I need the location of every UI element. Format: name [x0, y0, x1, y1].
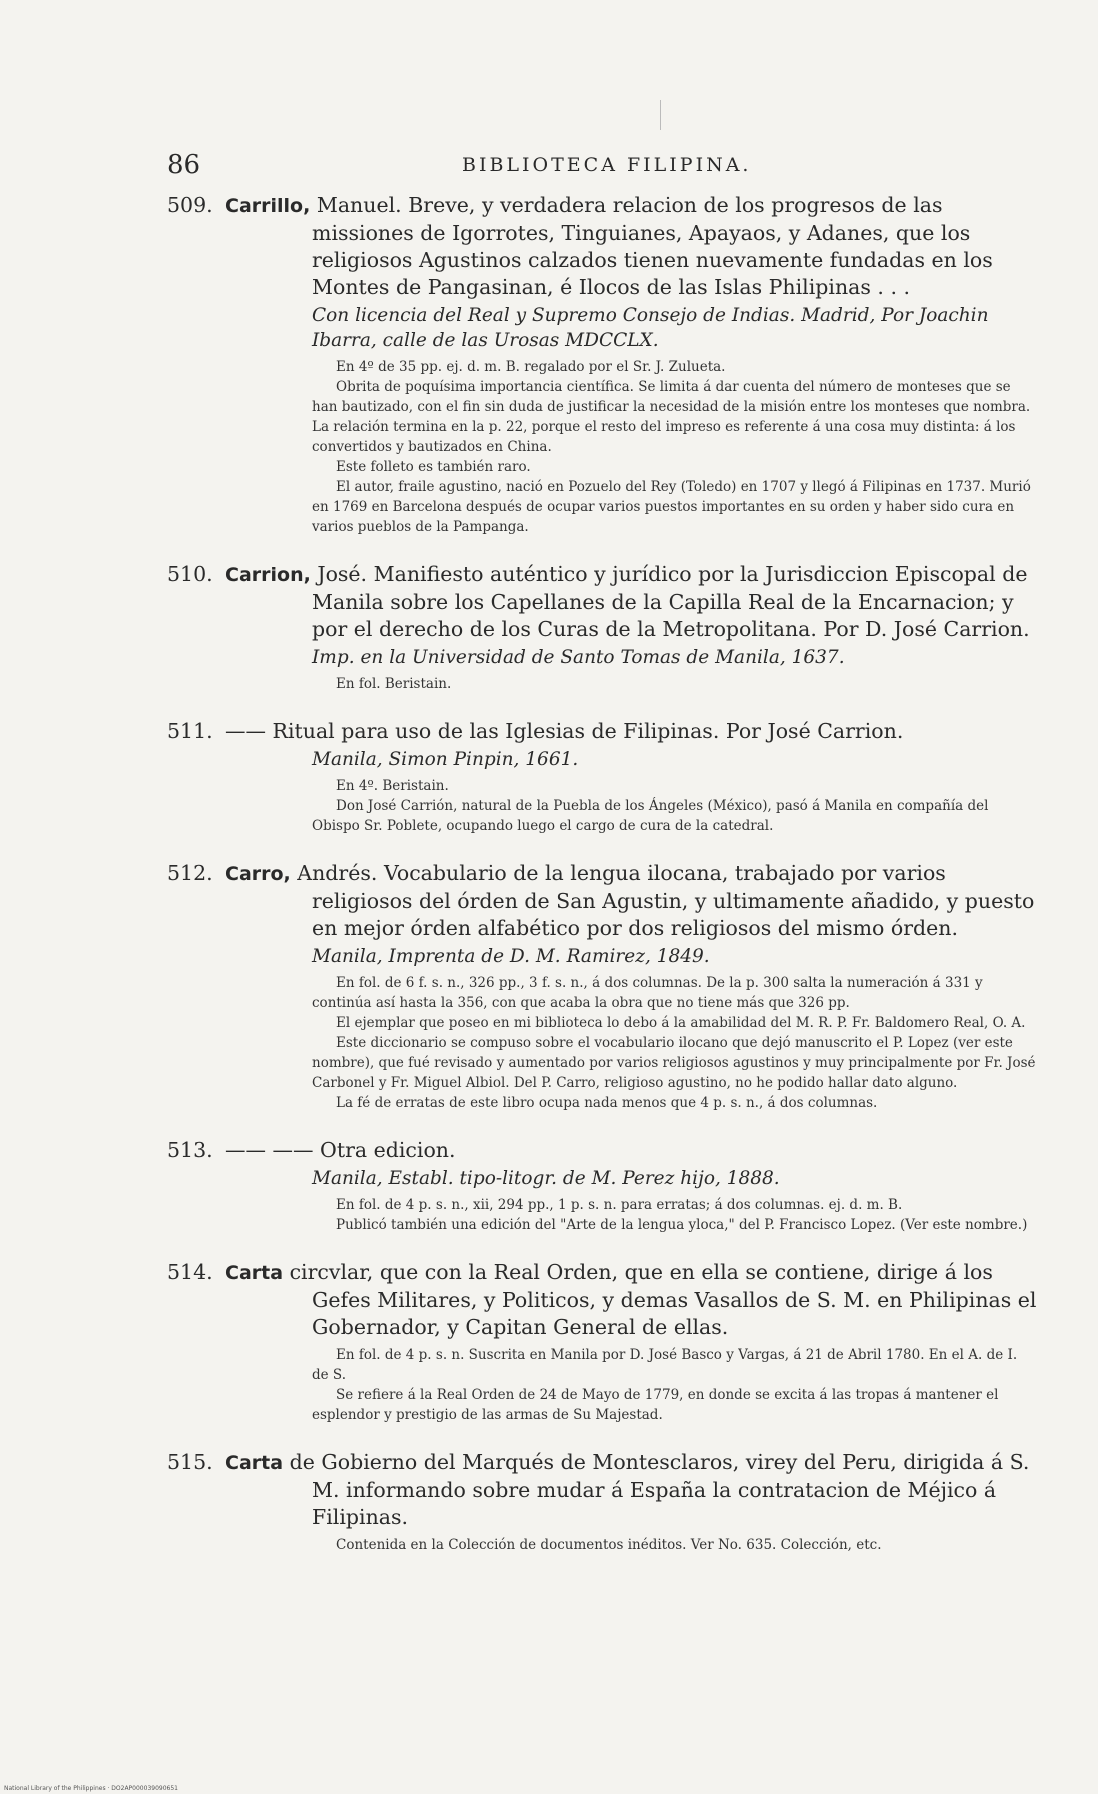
entry-note: En 4º. Beristain.: [336, 778, 449, 794]
entry-notes: [167, 357, 1037, 537]
entry-note: En fol. de 4 p. s. n., xii, 294 pp., 1 p. s. n. para erratas; á dos columnas. ej. d. m. B.: [336, 1197, 903, 1213]
page-number: 86: [167, 150, 201, 180]
entry-author: Carro,: [225, 863, 291, 885]
entry-number: 514.: [167, 1260, 213, 1284]
entry-title: Breve, y verdadera relacion de los progresos de las missiones de Igorrotes, Tinguianes, Apayaos, y Adanes, que los religiosos Agustinos calzados tienen nuevamente fundadas en los Montes de Pangasinan, é Ilocos de las Islas Philipinas . . .: [312, 193, 993, 299]
entry-number: 509.: [167, 193, 213, 217]
entry-note: Publicó también una edición del "Arte de la lengua yloca," del P. Francisco Lopez. (Ver este nombre.): [336, 1217, 1028, 1233]
entry-notes: [167, 1535, 1037, 1555]
entry-author-rest: Andrés.: [290, 861, 378, 885]
running-title: BIBLIOTECA FILIPINA.: [462, 154, 752, 176]
entry-notes: [167, 674, 1037, 694]
entry-note: En fol. Beristain.: [336, 676, 452, 692]
entry-510: [167, 561, 1037, 694]
entry-title: Vocabulario de la lengua ilocana, trabajado por varios religiosos del órden de San Agustin, y ultimamente añadido, y puesto en mejor órden alfabético por dos religiosos del mismo órden.: [312, 861, 1035, 940]
page-header: [167, 150, 967, 190]
entry-heading: [167, 561, 1037, 643]
entry-note: En fol. de 6 f. s. n., 326 pp., 3 f. s. n., á dos columnas. De la p. 300 salta la numeración á 331 y continúa así hasta la 356, con que acaba la obra que no tiene más que 326 pp.: [312, 975, 983, 1011]
entry-note: Este folleto es también raro.: [336, 459, 531, 475]
entry-number: 513.: [167, 1138, 213, 1162]
entry-number: 515.: [167, 1450, 213, 1474]
entry-513: [167, 1137, 1037, 1235]
entry-note: El autor, fraile agustino, nació en Pozuelo del Rey (Toledo) en 1707 y llegó á Filipinas en 1737. Murió en 1769 en Barcelona después de ocupar varios puestos importantes en su orden y haber sido cura en varios pueblos de la Pampanga.: [312, 479, 1031, 535]
entry-author: Carrillo,: [225, 195, 311, 217]
entry-509: [167, 192, 1037, 537]
entry-number: 512.: [167, 861, 213, 885]
entry-514: [167, 1259, 1037, 1425]
entry-note: Este diccionario se compuso sobre el vocabulario ilocano que dejó manuscrito el P. Lopez (ver este nombre), que fué revisado y aumentado por varios religiosos agustinos y muy principalmente por Fr. José Carbonel y Fr. Miguel Albiol. Del P. Carro, religioso agustino, no he podido hallar dato alguno.: [312, 1035, 1036, 1091]
entry-number: 511.: [167, 719, 213, 743]
entry-title: Por José Carrion.: [725, 719, 904, 743]
entry-title: de Gobierno del Marqués de Montesclaros, virey del Peru, dirigida á S. M. informando sobre mudar á España la contratacion de Méjico á Filipinas.: [289, 1450, 1030, 1529]
entry-imprint: Imp. en la Universidad de Santo Tomas de Manila, 1637.: [312, 647, 845, 668]
entry-author-rest: —— Ritual para uso de las Iglesias de Filipinas.: [225, 719, 720, 743]
entry-notes: [167, 973, 1037, 1113]
entry-note: El ejemplar que poseo en mi biblioteca lo debo á la amabilidad del M. R. P. Fr. Baldomero Real, O. A.: [336, 1015, 1026, 1031]
entry-heading: [167, 1449, 1037, 1531]
entry-515: [167, 1449, 1037, 1555]
entry-author-rest: José.: [310, 562, 368, 586]
entry-title: circvlar, que con la Real Orden, que en ella se contiene, dirige á los Gefes Militares, y Politicos, y demas Vasallos de S. M. en Philipinas el Gobernador, y Capitan General de ellas.: [289, 1260, 1037, 1339]
entry-author: Carta: [225, 1262, 284, 1284]
entry-note: Don José Carrión, natural de la Puebla de los Ángeles (México), pasó á Manila en compañía del Obispo Sr. Poblete, ocupando luego el cargo de cura de la catedral.: [312, 798, 989, 834]
entry-notes: [167, 1345, 1037, 1425]
entry-imprint: Manila, Simon Pinpin, 1661.: [312, 749, 579, 770]
entry-author: Carta: [225, 1452, 284, 1474]
entry-511: [167, 718, 1037, 836]
entry-heading: [167, 718, 1037, 745]
entry-notes: [167, 776, 1037, 836]
entry-note: La fé de erratas de este libro ocupa nada menos que 4 p. s. n., á dos columnas.: [336, 1095, 878, 1111]
entry-heading: [167, 1259, 1037, 1341]
entry-author: Carrion,: [225, 564, 311, 586]
entry-heading: [167, 1137, 1037, 1164]
entry-note: En 4º de 35 pp. ej. d. m. B. regalado por el Sr. J. Zulueta.: [336, 359, 726, 375]
entry-note: Obrita de poquísima importancia científica. Se limita á dar cuenta del número de monteses que se han bautizado, con el fin sin duda de justificar la necesidad de la misión entre los monteses que nombra. La relación termina en la p. 22, porque el resto del impreso es referente á una cosa muy distinta: á los convertidos y bautizados en China.: [312, 379, 1031, 455]
entry-512: [167, 860, 1037, 1113]
entry-note: Se refiere á la Real Orden de 24 de Mayo de 1779, en donde se excita á las tropas á mantener el esplendor y prestigio de las armas de Su Majestad.: [312, 1387, 999, 1423]
entry-author-rest: Manuel.: [310, 193, 402, 217]
entry-imprint: Con licencia del Real y Supremo Consejo de Indias. Madrid, Por Joachin Ibarra, calle de las Urosas MDCCLX.: [312, 305, 989, 351]
entry-notes: [167, 1195, 1037, 1235]
scan-footer: National Library of the Philippines · DO2AP000039090651: [4, 1785, 178, 1792]
entry-number: 510.: [167, 562, 213, 586]
scan-mark: [660, 100, 661, 130]
entry-imprint: Manila, Establ. tipo-litogr. de M. Perez hijo, 1888.: [312, 1168, 780, 1189]
bibliography-entries: [167, 192, 1037, 1579]
entry-imprint: Manila, Imprenta de D. M. Ramirez, 1849.: [312, 946, 710, 967]
entry-note: En fol. de 4 p. s. n. Suscrita en Manila por D. José Basco y Vargas, á 21 de Abril 1780. En el A. de I. de S.: [312, 1347, 1018, 1383]
entry-heading: [167, 192, 1037, 301]
entry-title: Manifiesto auténtico y jurídico por la Jurisdiccion Episcopal de Manila sobre los Capellanes de la Capilla Real de la Encarnacion; y por el derecho de los Curas de la Metropolitana. Por D. José Carrion.: [312, 562, 1030, 641]
entry-heading: [167, 860, 1037, 942]
entry-author-rest: —— —— Otra edicion.: [225, 1138, 456, 1162]
entry-note: Contenida en la Colección de documentos inéditos. Ver No. 635. Colección, etc.: [336, 1537, 882, 1553]
